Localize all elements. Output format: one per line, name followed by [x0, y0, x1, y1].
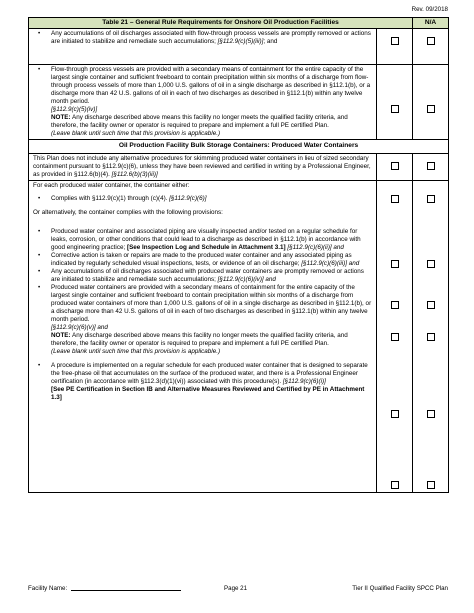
list-item: • Produced water container and associated piping are visually inspected and/or tested on a regular schedule for leaks, corrosion, or other conditions that could lead to a discharge as described in §112.1(b) in accordance with good engineering practice; [See Inspection Log and Schedule in Attachment 3.1] [§112.9(c)(6)(ii)] and: [33, 228, 372, 252]
na-header: N/A: [413, 18, 449, 29]
na-checkbox[interactable]: [427, 410, 435, 418]
yes-checkbox[interactable]: [391, 37, 399, 45]
revision-label: Rev. 09/2018: [411, 6, 448, 13]
na-checkbox[interactable]: [427, 481, 435, 489]
table-row: [29, 29, 449, 65]
table-row: For each produced water container, the container either: • Complies with §112.9(c)(1) through (c)(4). [§112.9(c)(6)] Or alternatively, the container complies with the following provisions: • Produced water container and associated piping are visually inspected and/or tested on a regular schedule for leaks, corrosion, or other conditions that could lead to a discharge as described in §112.1(b) in accordance with good engineering practice; [See Inspection Log and Schedule in Attachment 3.1] [§112.9(c)(6)(ii)] and • Corrective action is taken or repairs are made to the produced water container and any associated piping as indicated by regularly scheduled visual inspections, tests, or evidence of an oil discharge; [§112.9(c)(6)(iii)] and • Any accumulations of oil discharges associated with produced water containers are promptly removed or actions are initiated to stabilize and remediate such accumulations; [§112.9(c)(6)(iv)] and • Produced water containers are provided with a secondary means of containment for the entire capacity of the largest single container and sufficient freeboard to contain precipitation within six months of a discharge from produced water containers of more than 1,000 U.S. gallons of oil in a single discharge as described in §112.1(b), or a discharge more than 42 U.S. gallons of oil in each of two discharges as described in §112.1(b) within any twelve month period. [§112.9(c)(6)(v)] and NOTE: Any discharge described above means this facility no longer meets the qualified facility criteria, and therefore, the facility owner or operator is required to prepare and implement a full PE certified Plan. (Leave blank until such time that this provision is applicable.) • A procedure is implemented on a regular schedule for each produced water container that is designed to separate the free-phase oil that accumulates on the surface of the produced water, and there is a Professional Engineer certification (in accordance with §112.3(d)(1)(vi)) associated with this procedure(s). [§112.9(c)(6)(i)] [See PE Certification in Section IB and Alternative Measures Reviewed and Certified by PE in Attachment 1.3]: [29, 180, 449, 493]
facility-name-field[interactable]: [71, 590, 181, 591]
page-number: Page 21: [224, 585, 248, 592]
yes-checkbox[interactable]: [391, 162, 399, 170]
na-checkbox[interactable]: [427, 162, 435, 170]
na-checkbox[interactable]: [427, 260, 435, 268]
na-checkbox[interactable]: [427, 37, 435, 45]
yes-checkbox[interactable]: [391, 195, 399, 203]
yes-checkbox[interactable]: [391, 301, 399, 309]
table-row: This Plan does not include any alternative procedures for skimming produced water containers in lieu of sized secondary containment pursuant to §112.9(c)(6), unless they have been reviewed and certified in writing by a Professional Engineer, as provided in §112.6(b)(4). [§112.6(b)(3)(iii)]: [29, 153, 449, 180]
facility-name-label: Facility Name:: [28, 585, 68, 592]
yes-checkbox[interactable]: [391, 260, 399, 268]
table-row: [29, 65, 449, 140]
table-title: Table 21 – General Rule Requirements for Onshore Oil Production Facilities: [29, 18, 413, 29]
na-checkbox[interactable]: [427, 301, 435, 309]
plan-title: Tier II Qualified Facility SPCC Plan: [352, 585, 448, 592]
na-checkbox[interactable]: [427, 105, 435, 113]
list-item: • Any accumulations of oil discharges associated with flow-through process vessels are promptly removed or actions are initiated to stabilize and remediate such accumulations; [§112.9(c)(5)(iii)]; and: [33, 30, 372, 46]
yes-checkbox[interactable]: [391, 481, 399, 489]
na-checkbox[interactable]: [427, 195, 435, 203]
list-item: • Any accumulations of oil discharges associated with produced water containers are promptly removed or actions are initiated to stabilize and remediate such accumulations; [§112.9(c)(6)(iv)] and: [33, 268, 372, 284]
section-subheader: Oil Production Facility Bulk Storage Containers: Produced Water Containers: [29, 140, 449, 153]
yes-checkbox[interactable]: [391, 333, 399, 341]
yes-checkbox[interactable]: [391, 105, 399, 113]
list-item: • Produced water containers are provided with a secondary means of containment for the entire capacity of the largest single container and sufficient freeboard to contain precipitation within six months of a discharge from produced water containers of more than 1,000 U.S. gallons of oil in a single discharge as described in §112.1(b), or a discharge more than 42 U.S. gallons of oil in each of two discharges as described in §112.1(b) within any twelve month period. [§112.9(c)(6)(v)] and NOTE: Any discharge described above means this facility no longer meets the qualified facility criteria, and therefore, the facility owner or operator is required to prepare and implement a full PE certified Plan. (Leave blank until such time that this provision is applicable.): [33, 284, 372, 356]
list-item: • Corrective action is taken or repairs are made to the produced water container and any associated piping as indicated by regularly scheduled visual inspections, tests, or evidence of an oil discharge; [§112.9(c)(6)(iii)] and: [33, 252, 372, 268]
rule-requirements-table: [28, 17, 449, 493]
list-item: • A procedure is implemented on a regular schedule for each produced water container that is designed to separate the free-phase oil that accumulates on the surface of the produced water, and there is a Professional Engineer certification (in accordance with §112.3(d)(1)(vi)) associated with this procedure(s). [§112.9(c)(6)(i)] [See PE Certification in Section IB and Alternative Measures Reviewed and Certified by PE in Attachment 1.3]: [33, 362, 372, 402]
table-header-row: [29, 18, 449, 29]
subheader-row: [29, 140, 449, 153]
na-checkbox[interactable]: [427, 333, 435, 341]
list-item: • Complies with §112.9(c)(1) through (c)(4). [§112.9(c)(6)]: [33, 195, 372, 203]
list-item: • Flow-through process vessels are provided with a secondary means of containment for the entire capacity of the largest single container and sufficient freeboard to contain precipitation within six months of a discharge from flow-through process vessels of more than 1,000 U.S. gallons of oil in a single discharge as described in §112.1(b), or a discharge more than 42 U.S. gallons of oil in each of two discharges as described in §112.1(b) within any twelve month period. [§112.9(c)(5)(iv)] NOTE: Any discharge described above means this facility no longer meets the qualified facility criteria, and therefore, the facility owner or operator is required to prepare and implement a full PE certified Plan. (Leave blank until such time that this provision is applicable.): [33, 66, 372, 138]
yes-checkbox[interactable]: [391, 410, 399, 418]
